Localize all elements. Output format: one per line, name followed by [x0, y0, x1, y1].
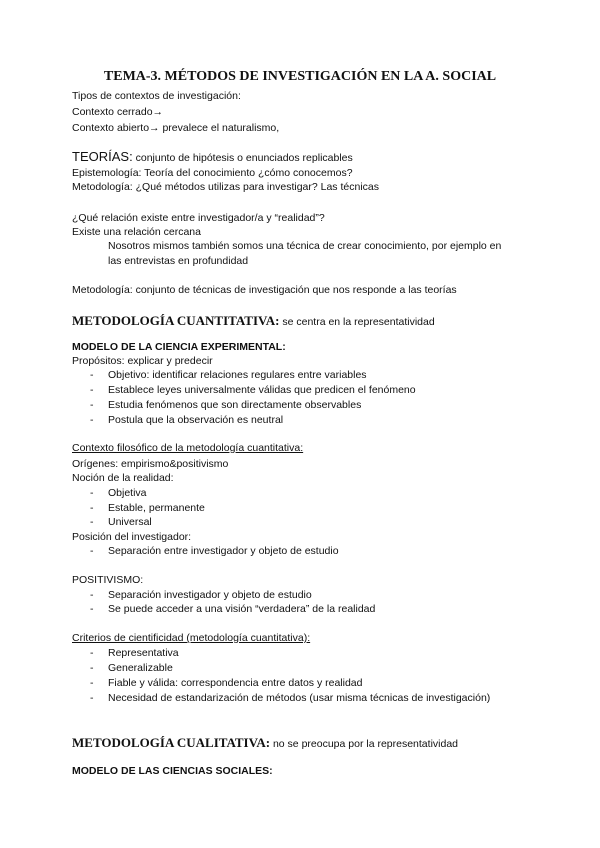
teorias-label: TEORÍAS:	[72, 149, 133, 164]
nocion-line: Noción de la realidad:	[72, 472, 174, 484]
contexto-cerrado: Contexto cerrado→	[72, 106, 164, 118]
criterios-heading: Criterios de cientificidad (metodología cuantitativa):	[72, 632, 311, 644]
relacion-answer: Existe una relación cercana	[72, 226, 201, 238]
origenes-line: Orígenes: empirismo&positivismo	[72, 458, 229, 470]
cuantitativa-heading-line	[72, 314, 435, 329]
modelo-experimental-heading: MODELO DE LA CIENCIA EXPERIMENTAL:	[72, 341, 286, 353]
epistemologia-line: Epistemología: Teoría del conocimiento ¿cómo conocemos?	[72, 167, 353, 179]
modelo-sociales-heading: MODELO DE LAS CIENCIAS SOCIALES:	[72, 765, 273, 777]
document-title: TEMA-3. MÉTODOS DE INVESTIGACIÓN EN LA A. SOCIAL	[103, 69, 497, 84]
metodologia-definition: Metodología: conjunto de técnicas de investigación que nos responde a las teorías	[72, 284, 457, 296]
cuantitativa-heading: METODOLOGÍA CUANTITATIVA:	[72, 313, 280, 328]
relacion-question: ¿Qué relación existe entre investigador/a y “realidad”?	[72, 212, 325, 224]
positivismo-heading: POSITIVISMO:	[72, 574, 144, 586]
teorias-text: conjunto de hipótesis o enunciados replicables	[132, 152, 353, 164]
contexto-abierto: Contexto abierto→ prevalece el naturalismo,	[72, 122, 280, 134]
cualitativa-heading: METODOLOGÍA CUALITATIVA:	[72, 735, 271, 750]
cualitativa-heading-text: no se preocupa por la representatividad	[270, 738, 459, 750]
contexto-filosofico-heading: Contexto filosófico de la metodología cuantitativa:	[72, 442, 304, 454]
document-page: TEMA-3. MÉTODOS DE INVESTIGACIÓN EN LA A. SOCIAL Tipos de contextos de investigación: Contexto cerrado→ Contexto abierto→ prevalece el naturalismo, TEORÍAS: conjunto de hipótesis o enunciados replicables Epistemología: Teoría del conocimiento ¿cómo conocemos? Metodología: ¿Qué métodos utilizas para investigar? Las técnicas ¿Qué relación existe entre investigador/a y “realidad”? Existe una relación cercana Nosotros mismos también somos una técnica de crear conocimiento, por ejemplo en las entrevistas en profundidad Metodología: conjunto de técnicas de investigación que nos responde a las teorías METODOLOGÍA CUANTITATIVA: se centra en la representatividad MODELO DE LA CIENCIA EXPERIMENTAL: Propósitos: explicar y predecir - Objetivo: identificar relaciones regulares entre variables - Establece leyes universalmente válidas que predicen el fenómeno - Estudia fenómenos que son directamente observables - Postula que la observación es neutral Contexto filosófico de la metodología cuantitativa: Orígenes: empirismo&positivismo Noción de la realidad: - Objetiva - Estable, permanente - Universal Posición del investigador: - Separación entre investigador y objeto de estudio POSITIVISMO: - Separación investigador y objeto de estudio - Se puede acceder a una visión “verdadera” de la realidad Criterios de cientificidad (metodología cuantitativa): - Representativa - Generalizable - Fiable y válida: correspondencia entre datos y realidad - Necesidad de estandarización de métodos (usar misma técnicas de investigación) METODOLOGÍA CUALITATIVA: no se preocupa por la representatividad MODELO DE LAS CIENCIAS SOCIALES:	[0, 0, 600, 848]
propositos-line: Propósitos: explicar y predecir	[72, 355, 213, 367]
contextos-heading: Tipos de contextos de investigación:	[72, 90, 241, 102]
relacion-indent-2: las entrevistas en profundidad	[108, 255, 249, 267]
teorias-line	[72, 150, 353, 165]
cuantitativa-heading-text: se centra en la representatividad	[279, 316, 435, 328]
relacion-indent-1: Nosotros mismos también somos una técnica de crear conocimiento, por ejemplo en	[108, 240, 502, 252]
posicion-line: Posición del investigador:	[72, 531, 192, 543]
cualitativa-heading-line	[72, 736, 458, 751]
metodologia-line: Metodología: ¿Qué métodos utilizas para investigar? Las técnicas	[72, 181, 379, 193]
